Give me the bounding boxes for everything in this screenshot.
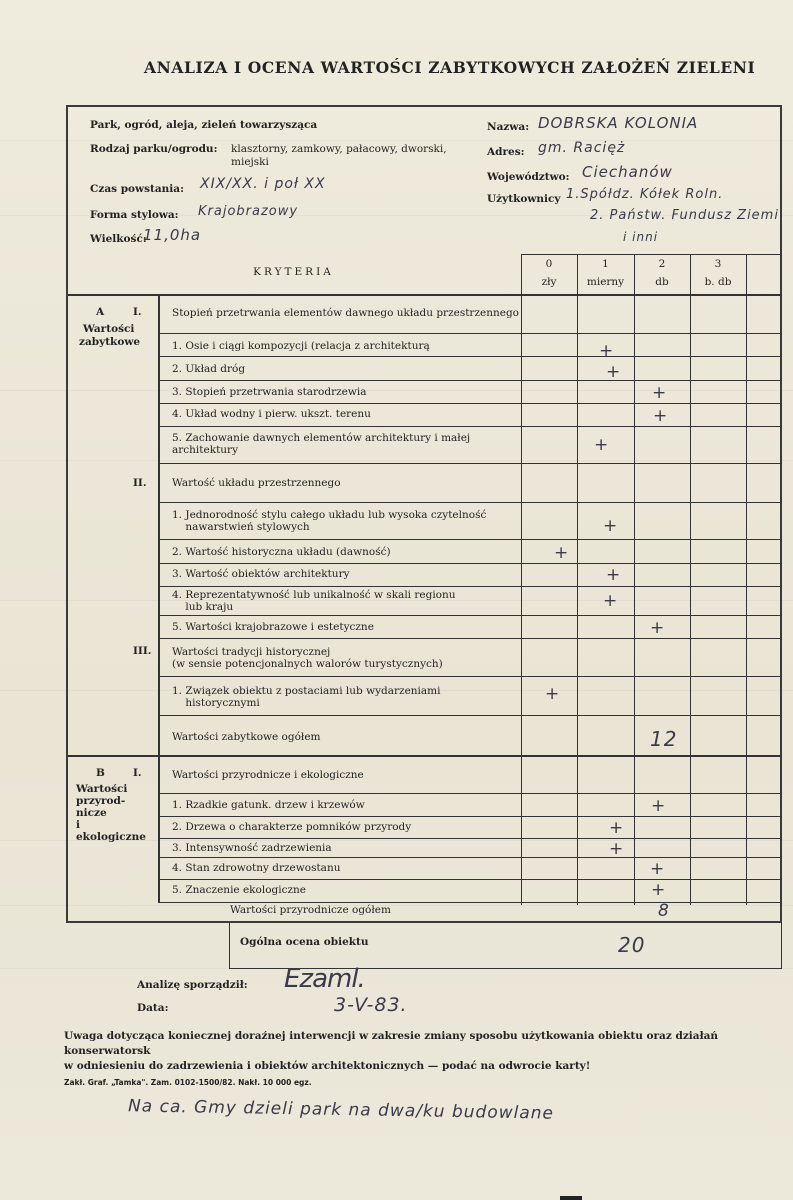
voivodeship-value: Ciechanów: [582, 163, 673, 181]
size-label: Wielkość:: [90, 233, 147, 245]
a2-item-2: 2. Wartość historyczna układu (dawność): [172, 546, 391, 558]
group-a2-title: Wartość układu przestrzennego: [172, 477, 341, 489]
score-2-label: db: [655, 276, 669, 288]
score-3-label: b. db: [704, 276, 732, 288]
size-value: 11,0ha: [143, 226, 202, 244]
section-a-title-2: zabytkowe: [79, 336, 141, 348]
a2-item-4-mark: +: [603, 591, 618, 611]
group-a3-roman: III.: [133, 645, 152, 657]
b1-item-1-mark: +: [651, 796, 666, 816]
section-a-title-1: Wartości: [83, 323, 135, 335]
author-signature: Ezaml.: [284, 964, 365, 994]
b1-item-4: 4. Stan zdrowotny drzewostanu: [172, 862, 341, 874]
users-value-3: i inni: [623, 230, 659, 244]
section-a-roman: I.: [133, 306, 142, 318]
printer-info: Zakł. Graf. „Tamka". Zam. 0102-1500/82. Nakł. 10 000 egz.: [64, 1078, 312, 1087]
users-value-2: 2. Państw. Fundusz Ziemi: [590, 208, 779, 223]
users-label: Użytkownicy: [487, 193, 561, 205]
a1-item-1: 1. Osie i ciągi kompozycji (relacja z architekturą: [172, 340, 430, 352]
section-b-title: Wartości przyrod- nicze i ekologiczne: [76, 783, 146, 843]
a2-item-4: 4. Reprezentatywność lub unikalność w skali regionu lub kraju: [172, 589, 456, 613]
style-label: Forma stylowa:: [90, 209, 179, 221]
handwritten-note: Na ca. Gmy dzieli park na dwa/ku budowlane: [127, 1096, 555, 1124]
a1-item-3-mark: +: [652, 383, 667, 403]
a1-item-5: 5. Zachowanie dawnych elementów architektury i małej architektury: [172, 432, 471, 456]
a2-item-1: 1. Jednorodność stylu całego układu lub wysoka czytelność nawarstwień stylowych: [172, 509, 487, 533]
a1-item-2-mark: +: [606, 362, 621, 382]
a2-item-5-mark: +: [650, 618, 665, 638]
b-total-value: 8: [658, 901, 670, 921]
section-a-letter: A: [96, 306, 105, 318]
criteria-header: KRYTERIA: [253, 266, 334, 278]
park-kind-options-2: miejski: [231, 156, 269, 168]
section-b-letter: B: [96, 767, 105, 779]
origin-label: Czas powstania:: [90, 183, 184, 195]
author-label: Analizę sporządził:: [137, 979, 248, 991]
a2-item-1-mark: +: [603, 516, 618, 536]
a1-item-4: 4. Układ wodny i pierw. ukszt. terenu: [172, 408, 371, 420]
name-label: Nazwa:: [487, 121, 530, 133]
score-0-label: zły: [541, 276, 557, 288]
page-edge-mark: [560, 1196, 582, 1200]
b1-item-1: 1. Rzadkie gatunk. drzew i krzewów: [172, 799, 365, 811]
b1-item-5: 5. Znaczenie ekologiczne: [172, 884, 307, 896]
a1-item-2: 2. Układ dróg: [172, 363, 246, 375]
score-0-num: 0: [545, 258, 553, 270]
a3-item-1: 1. Związek obiektu z postaciami lub wydarzeniami historycznymi: [172, 685, 441, 709]
origin-value: XIX/XX. i poł XX: [200, 176, 326, 192]
address-label: Adres:: [487, 146, 525, 158]
b1-item-3-mark: +: [609, 839, 624, 859]
date-label: Data:: [137, 1002, 169, 1014]
b1-item-4-mark: +: [650, 859, 665, 879]
group-a1-title: Stopień przetrwania elementów dawnego układu przestrzennego: [172, 307, 519, 319]
score-3-num: 3: [714, 258, 722, 270]
group-a3-title: Wartości tradycji historycznej (w sensie potencjonalnych walorów turystycznych): [172, 646, 443, 670]
form-title: ANALIZA I OCENA WARTOŚCI ZABYTKOWYCH ZAŁOŻEŃ ZIELENI: [144, 58, 756, 77]
style-value: Krajobrazowy: [198, 204, 299, 219]
score-2-num: 2: [658, 258, 666, 270]
date-value: 3-V-83.: [334, 994, 408, 1016]
voivodeship-label: Województwo:: [487, 171, 570, 183]
a1-item-1-mark: +: [599, 341, 614, 361]
score-1-label: mierny: [586, 276, 625, 288]
a-total-label: Wartości zabytkowe ogółem: [172, 731, 321, 743]
b1-item-5-mark: +: [651, 880, 666, 900]
park-types-label: Park, ogród, aleja, zieleń towarzysząca: [90, 119, 318, 131]
b1-item-2: 2. Drzewa o charakterze pomników przyrody: [172, 821, 412, 833]
b-total-label: Wartości przyrodnicze ogółem: [230, 904, 391, 916]
b1-item-2-mark: +: [609, 818, 624, 838]
park-kind-options: klasztorny, zamkowy, pałacowy, dworski,: [231, 143, 447, 155]
a2-item-3: 3. Wartość obiektów architektury: [172, 568, 350, 580]
address-value: gm. Racięż: [538, 140, 626, 156]
a3-item-1-mark: +: [545, 684, 560, 704]
a1-item-4-mark: +: [653, 406, 668, 426]
a1-item-5-mark: +: [594, 435, 609, 455]
a2-item-3-mark: +: [606, 565, 621, 585]
b1-item-3: 3. Intensywność zadrzewienia: [172, 842, 332, 854]
park-kind-label: Rodzaj parku/ogrodu:: [90, 143, 218, 155]
name-value: DOBRSKA KOLONIA: [538, 114, 699, 132]
a2-item-5: 5. Wartości krajobrazowe i estetyczne: [172, 621, 374, 633]
section-b-roman: I.: [133, 767, 142, 779]
intervention-note: Uwaga dotycząca koniecznej doraźnej interwencji w zakresie zmiany sposobu użytkowania obiektu oraz działań konserwatorsk w odniesieniu do zadrzewienia i obiektów architektonicznych — podać na odwrocie karty!: [64, 1030, 719, 1072]
users-value-1: 1.Spółdz. Kółek Roln.: [566, 187, 724, 202]
group-a2-roman: II.: [133, 477, 147, 489]
group-b1-title: Wartości przyrodnicze i ekologiczne: [172, 769, 364, 781]
overall-label: Ogólna ocena obiektu: [240, 936, 369, 948]
a-total-value: 12: [650, 727, 678, 751]
a2-item-2-mark: +: [554, 543, 569, 563]
score-1-num: 1: [602, 258, 609, 270]
a1-item-3: 3. Stopień przetrwania starodrzewia: [172, 386, 367, 398]
overall-value: 20: [618, 933, 646, 957]
